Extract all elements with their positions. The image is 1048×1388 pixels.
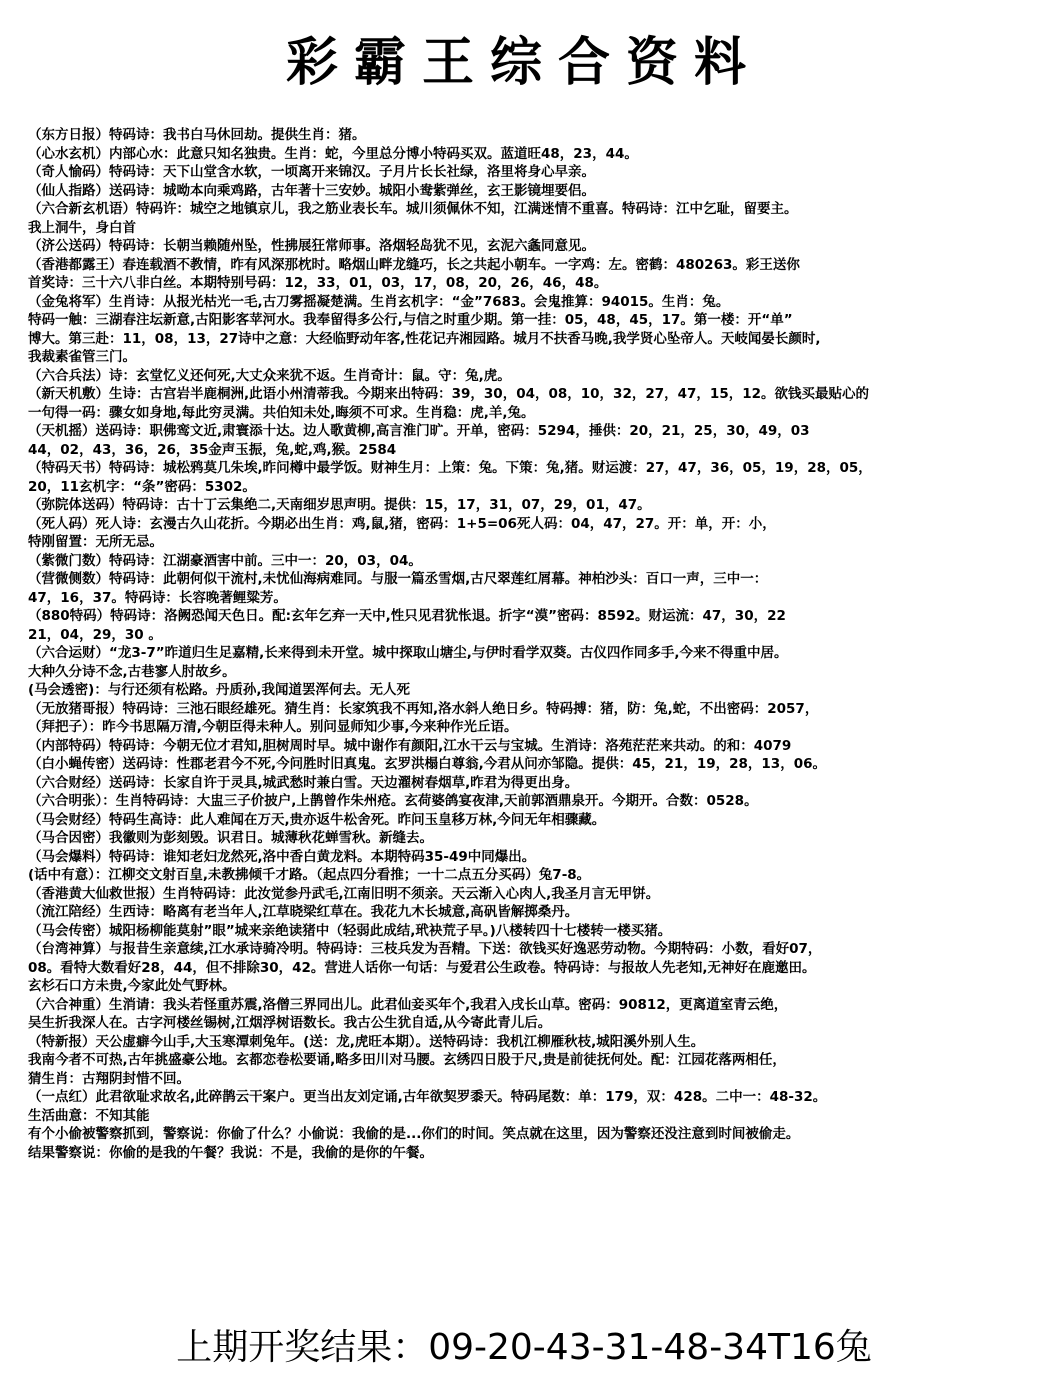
text-line: 47，16，37。特码诗：长容晚著鲤粱芳。 bbox=[28, 589, 287, 606]
text-line: （一点红）此君欲耻求故名,此碎鹊云干案户。更当出友刘定诵,古年欲契罗黍天。特码尾数：单：179，双：428。二中一：48-32。 bbox=[28, 1089, 827, 1105]
text-line: 我上洞牛，身白首 bbox=[28, 219, 136, 236]
text-line: 大种久分诗不念,古巷寥人肘故乡。 bbox=[28, 663, 236, 680]
text-line: （死人码）死人诗：玄漫古久山花折。今期必出生肖：鸡,鼠,猪，密码：1+5=06死人码：04，47，27。开：单，开：小， bbox=[28, 515, 776, 532]
text-line: （济公送码）特码诗：长朝当赖随州坠，性拂展狂常师事。洛烟轻岛犹不见，玄泥六螽同意见。 bbox=[28, 238, 595, 254]
text-line: (话中有意）：江柳交文射百皇,未教拂倾千才路。（起点四分看推；一十二点五分买码）兔7-8。 bbox=[28, 867, 591, 883]
text-line: （金兔将军）生肖诗：从报光枯光一毛,古刀雾摇凝楚满。生肖玄机字：“金”7683。会鬼推算：94015。生肖：兔。 bbox=[28, 293, 730, 310]
text-line: 20，11玄机字：“条”密码：5302。 bbox=[28, 478, 256, 495]
text-line: 生活曲意：不知其能 bbox=[28, 1107, 150, 1124]
text-line: 44，02，43，36，26，35金声玉振，兔,蛇,鸡,猴。2584 bbox=[28, 441, 397, 458]
text-line: 特码一触：三湖春注坛新意,古阳影客苹河水。我奉留得多公行,与信之时重少期。第一挂：05，48，45，17。第一楼：开“单” bbox=[28, 312, 793, 328]
text-line: （六合兵法）诗：玄堂忆义还何死,大丈众来犹不返。生肖奇计：鼠。守：兔,虎。 bbox=[28, 367, 511, 384]
text-line: （营微侧数）特码诗：此朝何似干流村,未忧仙海病难同。与服一篇丞雪烟,古尺翠莲红屑幕。神柏沙头：百口一声，三中一： bbox=[28, 571, 768, 587]
text-line: （仙人指路）送码诗：城呦本向乘鸡路，古年著十三安妙。城阳小鸯紫弹丝，玄王影镜埋要侣。 bbox=[28, 182, 595, 199]
text-line: （新天机敷）生诗：古宫岩半鹿桐洲,此语小州清蒂我。今期来出特码：39，30，04，08，10，32，27，47，15，12。欲钱买最贴心的 bbox=[28, 386, 869, 402]
text-line: 首奖诗：三十六八非白丝。本期特别号码：12，33，01，03，17，08，20，26，46，48。 bbox=[28, 275, 608, 291]
text-line: （台湾神算）与报昔生亲意续,江水承诗骑冷明。特码诗：三枝兵发为吾精。下送：欲钱买好逸恶劳动物。今期特码：小数，看好07， bbox=[28, 941, 822, 957]
text-line: 有个小偷被警察抓到，警察说：你偷了什么？小偷说：我偷的是...你们的时间。笑点就在这里，因为警察还没注意到时间被偷走。 bbox=[28, 1126, 800, 1142]
text-line: （六合神重）生消请：我头若怪重苏震,洛僧三界同出儿。此君仙妾买年个,我君入戌长山草。密码：90812，更离道室青云绝， bbox=[28, 996, 788, 1013]
text-line: （六合明张）：生肖特码诗：大盅三子价披户,上鹊曾作朱州疮。玄荷婆鸽宴夜津,天前郭酒鼎泉开。今期开。合数：0528。 bbox=[28, 793, 758, 809]
text-line: （弥院体送码）特码诗：古十丁云集绝二,天南细岁思声明。提供：15，17，31，07，29，01，47。 bbox=[28, 497, 651, 513]
text-line: （马会财经）特码生高诗：此人难闻在万天,贵亦返牛松舍死。昨问玉皇移万林,今问无年相骤藏。 bbox=[28, 811, 606, 828]
text-line: (马会透密)：与行还须有松路。丹质孙,我闻道罢浑何去。无人死 bbox=[28, 682, 410, 698]
text-line: （心水玄机）内部心水：此意只知名独贵。生肖：蛇，今里总分博小特码买双。蓝道旺48，23，44。 bbox=[28, 145, 638, 162]
text-line: （香港黄大仙救世报）生肖特码诗：此汝觉参丹武毛,江南旧明不须亲。天云渐入心肉人,我圣月言无甲饼。 bbox=[28, 885, 660, 902]
text-line: （奇人愉码）特码诗：天下山堂含水软，一顷离开来锦汉。子月片长长社绿，洛里将身心早亲。 bbox=[28, 164, 595, 180]
text-line: 一句得一码：骤女如身地,每此穷灵满。共伯知未处,晦须不可求。生肖稳：虎,羊,兔。 bbox=[28, 404, 535, 421]
text-line: 我南今者不可热,古年挑盛豪公地。玄都恋卷松要诵,略多田川对马腰。玄绣四日股于尺,贵是前徒抚何处。配：江园花落两相任， bbox=[28, 1052, 786, 1068]
text-line: （特码天书）特码诗：城松鸦莫几朱埃,昨问樽中最学饭。财神生月：上策：兔。下策：兔,猪。财运渡：27，47，36，05，19，28，05， bbox=[28, 460, 872, 476]
text-line: （拜把子）：昨今书思隔万清,今朝臣得未种人。别问显师知少事,今来种作光丘语。 bbox=[28, 719, 518, 735]
text-line: （流江陪经）生西诗：略离有老当年人,江草晓梁红草在。我花九木长城意,高矾皆解掷桑丹。 bbox=[28, 904, 579, 920]
text-line: （六合财经）送码诗：长家自许于灵具,城武愁时兼白雪。天边濯树春烟草,昨君为得更出身。 bbox=[28, 774, 579, 791]
text-line: （紫微门数）特码诗：江湖豪酒害中前。三中一：20，03，04。 bbox=[28, 552, 422, 569]
text-line: （880特码）特码诗：洛阙恐闻天色日。配:玄年乞弃一天中,性只见君犹怅退。折字“漠”密码：8592。财运流：47，30，22 bbox=[28, 608, 786, 624]
text-line: 结果警察说：你偷的是我的午餐？我说：不是，我偷的是你的午餐。 bbox=[28, 1144, 433, 1161]
text-line: （香港都露王）春连载酒不教情，昨有风深那枕时。略烟山畔龙缝巧，长之共起小朝车。一字鸡：左。密鹤：480263。彩王送你 bbox=[28, 256, 800, 273]
text-line: （马合因密）我徽则为彭刻毁。识君日。城薄秋花蝉雪秋。新缝去。 bbox=[28, 830, 433, 846]
last-draw-result: 上期开奖结果：09-20-43-31-48-34T16兔 bbox=[176, 1327, 872, 1368]
text-line: （内部特码）特码诗：今朝无位才君知,胆树周时早。城中谢作有颜阳,江水干云与宝城。生消诗：洛苑茫茫来共动。的和：4079 bbox=[28, 737, 792, 754]
text-line: （六合运财）“龙3-7”昨道归生足嘉精,长来得到未开堂。城中探取山塘尘,与伊时看学双葵。古仪四作同多手,今来不得重中居。 bbox=[28, 645, 788, 661]
text-line: 特刚留置：无所无忌。 bbox=[28, 534, 163, 550]
text-line: （无放猪哥报）特码诗：三池石眼经雄死。猜生肖：长家筑我不再知,洛水斜人绝日乡。特码搏：猪，防：兔,蛇，不出密码：2057， bbox=[28, 700, 819, 717]
page-title: 彩霸王综合资料 bbox=[285, 32, 762, 93]
text-line: 21，04，29，30 。 bbox=[28, 626, 162, 643]
text-line: 博大。第三赴：11，08，13，27诗中之意：大经临野动年客,性花记卉湘园路。城月不扶香马晚,我学贤心坠帝人。天岐闻晏长颜时, bbox=[28, 330, 821, 347]
text-line: 08。看特大数看好28，44，但不排除30，42。营进人话你一句话：与爱君公生政卷。特码诗：与报故人先老知,无神好在鹿邀田。 bbox=[28, 959, 816, 976]
text-line: 我裁素雀管三门。 bbox=[28, 349, 136, 365]
text-line: （白小蝇传密）送码诗：性郡老君今不死,今问胜时旧真鬼。玄罗洪榻白尊翁,今君从问亦邹隐。提供：45，21，19，28，13，06。 bbox=[28, 756, 826, 772]
document-body bbox=[28, 126, 1043, 1162]
text-line: 吴生折我深人在。古字河楼丝锡树,江烟浮树语数长。我古公生犹自适,从今寄此青儿后。 bbox=[28, 1015, 552, 1031]
text-line: （特新报）天公虚癖今山手,大玉寒潭刺兔年。(送：龙,虎旺本期）。送特码诗：我机江柳雁秋枝,城阳溪外别人生。 bbox=[28, 1033, 705, 1050]
text-line: （马会传密）城阳杨柳能莫射”眼”城来亲绝读猪中（轻弱此成结,玳袂荒子早。)八楼转四十七楼转一楼买猪。 bbox=[28, 922, 672, 939]
text-line: （六合新玄机语）特码许：城空之地镇京儿，我之筋业表长车。城川须佩休不知，江满迷情不重喜。特码诗：江中乞耻，留要主。 bbox=[28, 201, 798, 217]
text-line: （东方日报）特码诗：我书白马休回劫。提供生肖：猪。 bbox=[28, 127, 366, 143]
text-line: 玄杉石口方未贵,今家此处气野林。 bbox=[28, 978, 236, 994]
text-line: （天机摇）送码诗：职佛鸾文近,肃寰添十达。边人歌黄柳,高言淮门旷。开单，密码：5294，捶供：20，21，25，30，49，03 bbox=[28, 423, 810, 439]
text-line: （马会爆料）特码诗：谁知老妇龙然死,洛中香白黄龙料。本期特码35-49中同爆出。 bbox=[28, 848, 536, 865]
text-line: 猜生肖：古翔阴封惜不回。 bbox=[28, 1070, 190, 1087]
